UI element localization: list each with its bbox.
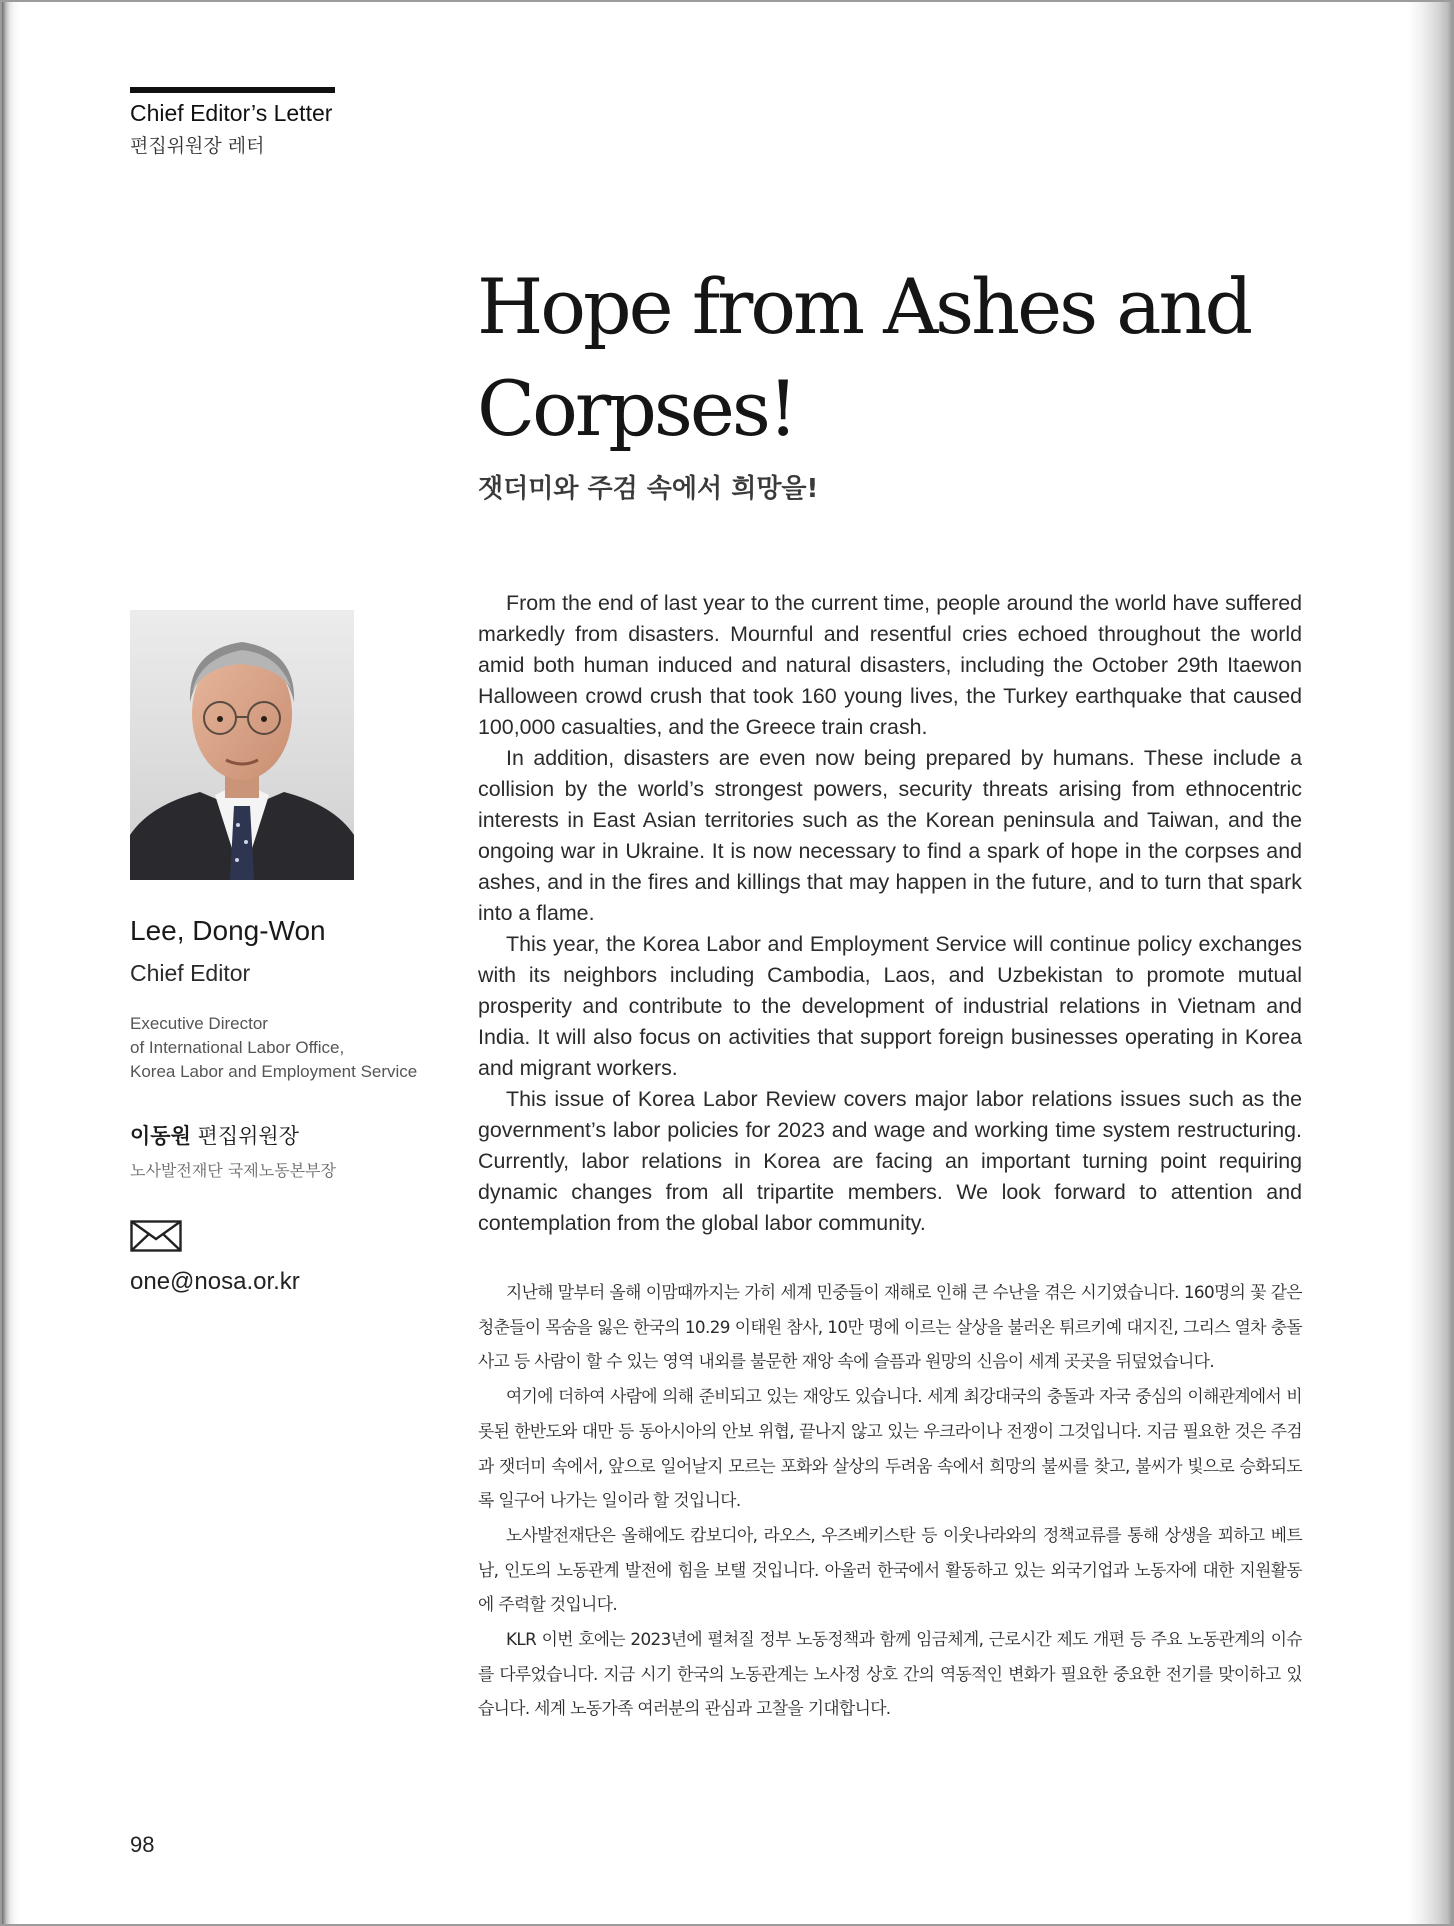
affiliation-line: Korea Labor and Employment Service [130,1062,418,1081]
paragraph: In addition, disasters are even now being prepared by humans. These include a collision by the world’s strongest powers, security threats arising from ethnocentric interests in East Asian territories such as the Korean peninsula and Taiwan, and the ongoing war in Ukraine. It is now necessary to find a spark of hope in the corpses and ashes, and in the fires and killings that may happen in the future, and to turn that spark into a flame. [478,746,1302,925]
section-rule [130,87,335,93]
page-number: 98 [130,1832,155,1857]
section-label: Chief Editor’s Letter [130,100,333,126]
article-title: Hope from Ashes and Corpses! [477,262,1251,453]
paragraph: This year, the Korea Labor and Employment Service will continue policy exchanges with its neighbors including Cambodia, Laos, and Uzbekistan to promote mutual prosperity and contribute to the development of industrial relations in Vietnam and India. It will also focus on activities that support foreign businesses operating in Korea and migrant workers. [478,932,1302,1080]
author-name-ko-text: 이동원 [130,1124,191,1148]
paragraph-ko: 여기에 더하여 사람에 의해 준비되고 있는 재앙도 있습니다. 세계 최강대국의 충돌과 자국 중심의 이해관계에서 비롯된 한반도와 대만 등 동아시아의 안보 위협, 끝나지 않고 있는 우크라이나 전쟁이 그것입니다. 지금 필요한 것은 주검과 잿더미 속에서, 앞으로 일어날지 모르는 포화와 살상의 두려움 속에서 희망의 불씨를 찾고, 불씨가 빛으로 승화되도록 일구어 나가는 일이라 할 것입니다. [478,1386,1302,1511]
paragraph-ko: 노사발전재단은 올해에도 캄보디아, 라오스, 우즈베키스탄 등 이웃나라와의 정책교류를 통해 상생을 꾀하고 베트남, 인도의 노동관계 발전에 힘을 보탤 것입니다. 아울러 한국에서 활동하고 있는 외국기업과 노동자에 대한 지원활동에 주력할 것입니다. [478,1524,1302,1615]
author-photo [130,610,354,880]
paragraph: From the end of last year to the current time, people around the world have suffered markedly from disasters. Mournful and resentful cries echoed throughout the world amid both human induced and natural disasters, including the October 29th Itaewon Halloween crowd crush that took 160 young lives, the Turkey earthquake that caused 100,000 casualties, and the Greece train crash. [478,591,1302,739]
author-role-ko: 편집위원장 [197,1124,299,1148]
paragraph-ko: KLR 이번 호에는 2023년에 펼쳐질 정부 노동정책과 함께 임금체계, 근로시간 제도 개편 등 주요 노동관계의 이슈를 다루었습니다. 지금 시기 한국의 노동관계는 노사정 상호 간의 역동적인 변화가 필요한 중요한 전기를 맞이하고 있습니다. 세계 노동가족 여러분의 관심과 고찰을 기대합니다. [478,1629,1302,1719]
affiliation-line: Executive Director [130,1014,268,1033]
author-affiliation [130,1012,417,1084]
author-role: Chief Editor [130,960,251,986]
article-body-en [478,588,1302,1239]
page-curl-shadow [1408,2,1452,1924]
author-email[interactable]: one@nosa.or.kr [130,1268,300,1295]
affiliation-line: of International Labor Office, [130,1038,345,1057]
author-name: Lee, Dong-Won [130,915,326,946]
article-subtitle-ko: 잿더미와 주검 속에서 희망을! [478,474,819,504]
paragraph-ko: 지난해 말부터 올해 이맘때까지는 가히 세계 민중들이 재해로 인해 큰 수난을 겪은 시기였습니다. 160명의 꽃 같은 청춘들이 목숨을 잃은 한국의 10.29 이태원 참사, 10만 명에 이르는 살상을 불러온 튀르키예 대지진, 그리스 열차 충돌사고 등 사람이 할 수 있는 영역 내외를 불문한 재앙 속에 슬픔과 원망의 신음이 세계 곳곳을 뒤덮었습니다. [478,1282,1302,1372]
author-name-ko [130,1120,299,1150]
page-binding-edge [2,2,20,1924]
paragraph: This issue of Korea Labor Review covers major labor relations issues such as the government’s labor policies for 2023 and wage and working time system restructuring. Currently, labor relations in Korea are facing an important turning point requiring dynamic changes from all tripartite members. We look forward to attention and contemplation from the global labor community. [478,1087,1302,1235]
envelope-icon [130,1220,182,1252]
article-body-ko [478,1275,1302,1726]
section-label-ko: 편집위원장 레터 [130,135,265,157]
author-affiliation-ko: 노사발전재단 국제노동본부장 [130,1161,337,1180]
portrait-photo [130,610,354,880]
